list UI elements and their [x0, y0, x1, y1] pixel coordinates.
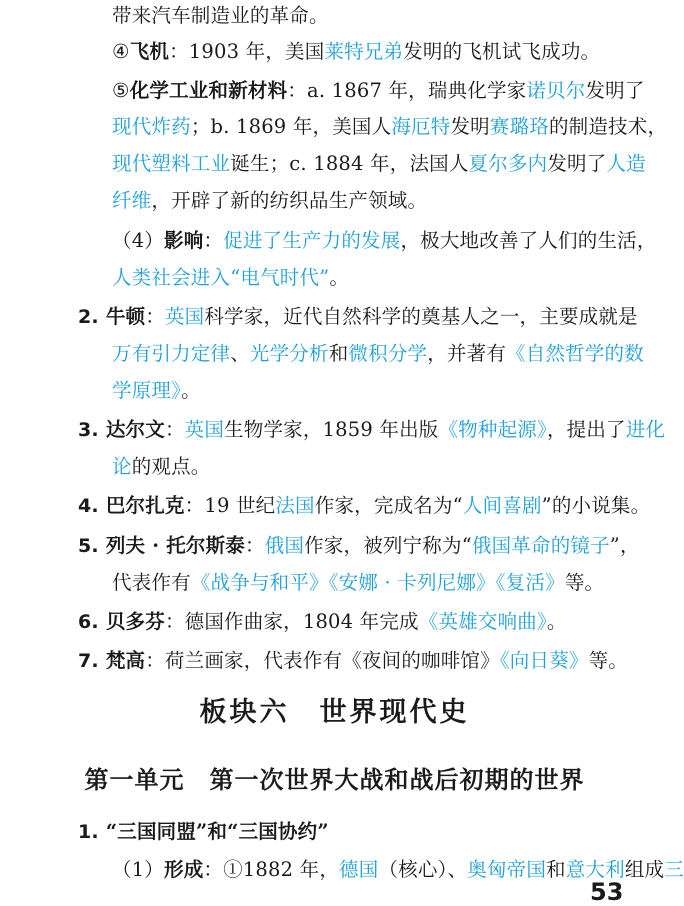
text-segment: ：: [145, 305, 165, 328]
item-number: 4.: [78, 495, 99, 517]
item-number: 1.: [78, 821, 99, 843]
text-segment: ”的小说集。: [541, 494, 651, 517]
highlighted-term: 论: [112, 455, 132, 478]
text-segment: （1）: [112, 858, 165, 881]
text-segment: 组成: [624, 858, 665, 881]
item-number: 6.: [78, 611, 99, 633]
text-segment: ④: [112, 40, 130, 63]
highlighted-term: 三: [664, 858, 684, 881]
unit-title: 第一单元 第一次世界大战和战后初期的世界: [84, 766, 585, 794]
item-number: 5.: [78, 535, 99, 557]
highlighted-term: 纤维: [112, 189, 152, 212]
text-segment: （核心）、: [378, 858, 468, 881]
text-line: [112, 187, 427, 215]
term-heading: 巴尔扎克: [98, 494, 185, 517]
text-line: [112, 377, 201, 405]
text-line: [112, 453, 211, 481]
highlighted-term: 夏尔多内: [468, 152, 548, 175]
item-number: 7.: [78, 650, 99, 672]
text-segment: 。: [329, 266, 350, 289]
text-segment: 等。: [564, 571, 605, 594]
text-segment: 带来汽车制造业的革命。: [112, 4, 329, 27]
section-title: 板块六 世界现代史: [199, 697, 470, 728]
text-segment: ”，: [609, 534, 640, 557]
highlighted-term: 俄国革命的镜子: [471, 534, 610, 557]
text-segment: （4）: [112, 229, 165, 252]
term-heading: 影响: [164, 229, 204, 252]
text-segment: ：德国作曲家，1804 年完成: [164, 610, 419, 633]
page-number: 53: [590, 878, 624, 906]
text-segment: ，极大地改善了人们的生活，: [400, 229, 657, 252]
term-heading: “三国同盟”和“三国协约”: [98, 820, 329, 843]
term-heading: 达尔文: [98, 418, 165, 441]
term-heading: 梵高: [98, 649, 146, 672]
text-line: [112, 150, 646, 178]
text-segment: 生物学家，1859 年出版: [224, 418, 439, 441]
highlighted-term: 俄国: [264, 534, 305, 557]
term-heading: 形成: [164, 858, 204, 881]
text-segment: 发明了: [547, 152, 607, 175]
highlighted-term: 德国: [339, 858, 379, 881]
text-line: [78, 303, 638, 331]
highlighted-term: 光学分析: [249, 342, 329, 365]
text-segment: ：: [164, 418, 185, 441]
text-segment: ：1903 年，美国: [169, 40, 325, 63]
text-line: [78, 492, 650, 520]
text-segment: ⑤: [112, 79, 130, 102]
text-line: [112, 38, 600, 66]
highlighted-term: 人造: [606, 152, 646, 175]
term-heading: 贝多芬: [98, 610, 165, 633]
highlighted-term: 莱特兄弟: [324, 40, 404, 63]
term-heading: 牛顿: [98, 305, 146, 328]
highlighted-term: 微积分学: [348, 342, 428, 365]
text-line: [78, 608, 567, 636]
text-segment: 和: [546, 858, 566, 881]
text-segment: 发明的飞机试飞成功。: [403, 40, 601, 63]
text-segment: 发明了: [585, 79, 645, 102]
highlighted-term: 赛璐珞: [489, 115, 549, 138]
highlighted-term: 学原理》: [112, 379, 182, 402]
text-line: [78, 416, 665, 444]
text-segment: 发明: [450, 115, 490, 138]
text-segment: ，并著有: [427, 342, 507, 365]
highlighted-term: 人类社会进入“电气时代”: [112, 266, 330, 289]
text-segment: ：19 世纪: [184, 494, 276, 517]
highlighted-term: 万有引力定律: [112, 342, 231, 365]
text-line: [112, 2, 329, 30]
highlighted-term: 促进了生产力的发展: [223, 229, 401, 252]
highlighted-term: 《向日葵》: [499, 649, 589, 672]
text-segment: 等。: [588, 649, 629, 672]
text-line: [112, 77, 645, 105]
highlighted-term: 诺贝尔: [526, 79, 586, 102]
text-segment: ；b. 1869 年，美国人: [190, 115, 392, 138]
text-line: [78, 532, 640, 560]
highlighted-term: 《自然哲学的数: [506, 342, 644, 365]
highlighted-term: 现代塑料工业: [112, 152, 231, 175]
highlighted-term: 《战争与和平》《安娜 · 卡列尼娜》《复活》: [190, 571, 565, 594]
highlighted-term: 现代炸药: [112, 115, 191, 138]
text-segment: 作家，被列宁称为“: [304, 534, 472, 557]
text-segment: 作家，完成名为“: [314, 494, 463, 517]
text-segment: 、: [230, 342, 250, 365]
text-line: [112, 264, 349, 292]
highlighted-term: 人间喜剧: [462, 494, 542, 517]
highlighted-term: 奥匈帝国: [467, 858, 547, 881]
text-line: [112, 113, 667, 141]
highlighted-term: 英国: [184, 418, 225, 441]
text-line: [112, 340, 644, 368]
text-line: [78, 818, 329, 846]
text-segment: 的制造技术，: [548, 115, 668, 138]
text-segment: 和: [328, 342, 349, 365]
text-segment: 代表作有: [112, 571, 191, 594]
term-heading: 列夫 · 托尔斯泰: [98, 534, 245, 557]
text-segment: 科学家，近代自然科学的奠基人之一，主要成就是: [204, 305, 638, 328]
text-segment: ：荷兰画家，代表作有《夜间的咖啡馆》: [145, 649, 500, 672]
highlighted-term: 法国: [275, 494, 315, 517]
highlighted-term: 意大利: [565, 858, 625, 881]
text-segment: 。: [181, 379, 201, 402]
text-segment: 。: [546, 610, 567, 633]
highlighted-term: 《物种起源》: [438, 418, 547, 441]
item-number: 3.: [78, 419, 99, 441]
term-heading: 飞机: [129, 40, 170, 63]
highlighted-term: 海厄特: [391, 115, 451, 138]
text-line: [112, 569, 604, 597]
text-segment: ：: [245, 534, 265, 557]
text-segment: ：: [203, 229, 224, 252]
text-segment: 的观点。: [131, 455, 211, 478]
highlighted-term: 《英雄交响曲》: [418, 610, 547, 633]
text-segment: ：①1882 年，: [203, 858, 340, 881]
text-segment: 诞生；c. 1884 年，法国人: [230, 152, 469, 175]
text-segment: ，提出了: [546, 418, 626, 441]
text-line: [112, 227, 657, 255]
text-segment: ：a. 1867 年，瑞典化学家: [287, 79, 527, 102]
text-segment: ，开辟了新的纺织品生产领域。: [151, 189, 428, 212]
highlighted-term: 进化: [625, 418, 666, 441]
text-line: [78, 647, 628, 675]
highlighted-term: 英国: [164, 305, 205, 328]
item-number: 2.: [78, 306, 99, 328]
term-heading: 化学工业和新材料: [129, 79, 288, 102]
